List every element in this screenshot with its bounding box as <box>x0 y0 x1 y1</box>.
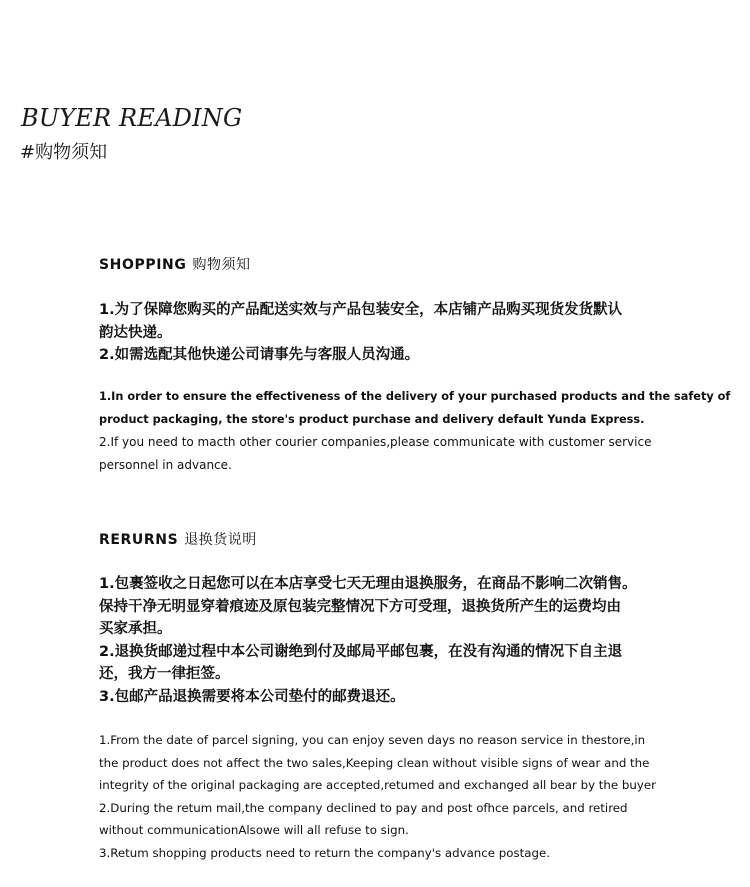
returns-cn-line: 1.包裹签收之日起您可以在本店享受七天无理由退换服务，在商品不影响二次销售。 <box>99 576 637 592</box>
returns-en-line: 2.During the retum mail,the company declined to pay and post ofhce parcels, and retired <box>99 800 628 815</box>
returns-cn-line: 保持干净无明显穿着痕迹及原包装完整情况下方可受理，退换货所产生的运费均由 <box>99 598 621 615</box>
returns-cn-line: 买家承担。 <box>99 621 172 637</box>
returns-en-line: integrity of the original packaging are accepted,retumed and exchanged all bear by the buyer <box>99 778 656 792</box>
returns-en-line: 1.From the date of parcel signing, you can enjoy seven days no reason service in thestore,in <box>99 733 646 747</box>
shopping-en-line: 2.If you need to macth other courier companies,please communicate with customer service <box>99 435 652 449</box>
shopping-cn-line: 1.为了保障您购买的产品配送实效与产品包装安全，本店铺产品购买现货发货默认 <box>99 302 623 318</box>
returns-cn-text <box>99 573 719 708</box>
shopping-heading-cn: 购物须知 <box>192 257 251 273</box>
shopping-cn-line: 2.如需选配其他快递公司请事先与客服人员沟通。 <box>99 347 420 363</box>
returns-en-line: the product does not affect the two sales,Keeping clean without visible signs of wear and the <box>99 755 650 770</box>
returns-heading-en: RERURNS <box>99 532 179 548</box>
shopping-section <box>99 256 719 274</box>
returns-section <box>99 531 719 549</box>
returns-en-text <box>99 729 719 864</box>
returns-cn-line: 2.退换货邮递过程中本公司谢绝到付及邮局平邮包裹，在没有沟通的情况下自主退 <box>99 643 623 660</box>
shopping-heading <box>99 256 719 274</box>
shopping-en-line: personnel in advance. <box>99 457 232 472</box>
shopping-cn-line: 韵达快递。 <box>99 324 172 341</box>
page-title: BUYER READING <box>21 104 243 132</box>
returns-heading <box>99 531 719 549</box>
shopping-cn-text <box>99 299 719 367</box>
page-subtitle: #购物须知 <box>20 142 108 163</box>
returns-cn-line: 还，我方一律拒签。 <box>99 666 230 682</box>
shopping-heading-en: SHOPPING <box>99 257 187 273</box>
returns-en-line: 3.Retum shopping products need to return the company's advance postage. <box>99 845 550 860</box>
returns-en-line: without communicationAlsowe will all refuse to sign. <box>99 823 409 837</box>
returns-cn-line: 3.包邮产品退换需要将本公司垫付的邮费退还。 <box>99 688 405 705</box>
shopping-en-text <box>99 386 731 476</box>
shopping-en-line: 1.In order to ensure the effectiveness of the delivery of your purchased products and the safety of <box>99 390 731 403</box>
returns-heading-cn: 退换货说明 <box>184 532 257 548</box>
shopping-en-line: product packaging, the store's product purchase and delivery default Yunda Express. <box>99 412 645 426</box>
